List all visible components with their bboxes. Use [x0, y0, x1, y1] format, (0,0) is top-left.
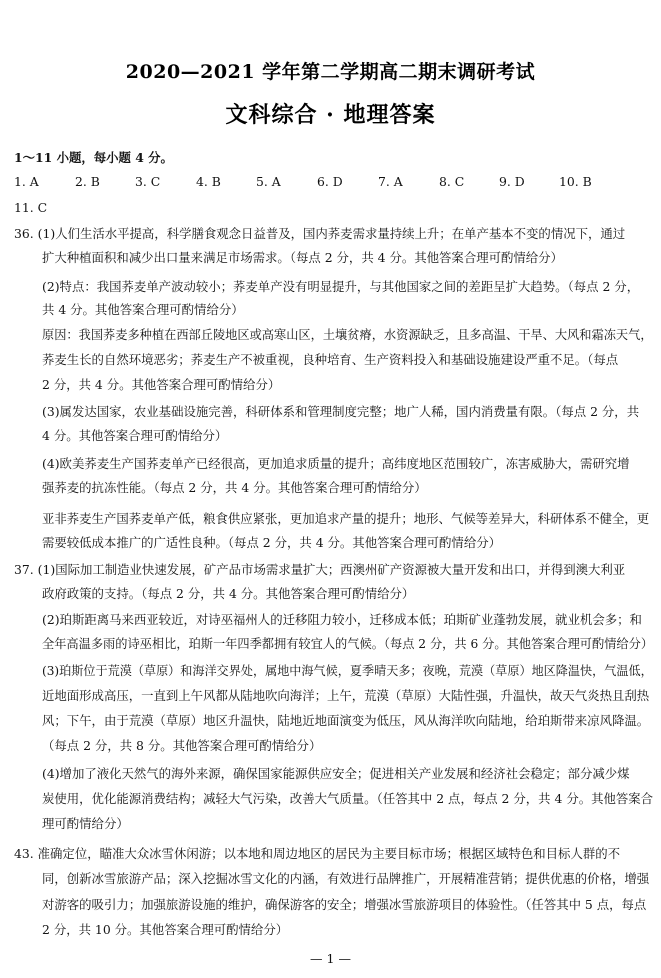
answer-7: 7. A: [378, 174, 403, 189]
answer-11: 11. C: [14, 200, 48, 215]
answer-4: 4. B: [196, 174, 221, 189]
q37-line: (3)珀斯位于荒漠（草原）和海洋交界处，属地中海气候，夏季晴天多；夜晚，荒漠（草原）地区降温快，气温低，: [42, 663, 653, 678]
answer-1: 1. A: [14, 174, 39, 189]
q36-line: (4)欧美荞麦生产国荞麦单产已经很高，更加追求质量的提升；高纬度地区范围较广，冻害威胁大，需研究增: [42, 456, 630, 471]
q37-line: （每点 2 分，共 8 分。其他答案合理可酌情给分）: [42, 738, 322, 753]
q36-line: 2 分，共 4 分。其他答案合理可酌情给分）: [42, 377, 281, 392]
q37-line: 近地面形成高压，一直到上午风都从陆地吹向海洋；上午，荒漠（草原）大陆性强，升温快，故天气炎热且刮热: [42, 688, 650, 703]
q36-line: 强荞麦的抗冻性能。（每点 2 分，共 4 分。其他答案合理可酌情给分）: [42, 480, 427, 495]
q43-line: 2 分，共 10 分。其他答案合理可酌情给分）: [42, 922, 289, 937]
answer-2: 2. B: [75, 174, 100, 189]
q37-line: 政府政策的支持。（每点 2 分，共 4 分。其他答案合理可酌情给分）: [42, 586, 415, 601]
q36-line: 荞麦生长的自然环境恶劣；荞麦生产不被重视，良种培育、生产资料投入和基础设施建设严重不足。（每点: [42, 352, 619, 367]
q36-line: 扩大种植面积和减少出口量来满足市场需求。（每点 2 分，共 4 分。其他答案合理可酌情给分）: [42, 250, 563, 265]
q37-line: (2)珀斯距离马来西亚较近，对诗巫福州人的迁移阻力较小，迁移成本低；珀斯矿业蓬勃发展，就业机会多；和: [42, 612, 642, 627]
q36-line: 原因：我国荞麦多种植在西部丘陵地区或高寒山区，土壤贫瘠，水资源缺乏，且多高温、干旱、大风和霜冻天气，: [42, 327, 653, 342]
answer-3: 3. C: [135, 174, 161, 189]
answer-10: 10. B: [559, 174, 592, 189]
choice-heading: 1～11 小题，每小题 4 分。: [14, 150, 173, 165]
q36-line: 亚非荞麦生产国荞麦单产低，粮食供应紧张，更加追求产量的提升；地形、气候等差异大，科研体系不健全，更: [42, 511, 650, 526]
answer-6: 6. D: [317, 174, 343, 189]
q43-line: 对游客的吸引力；加强旅游设施的维护，确保游客的安全；增强冰雪旅游项目的体验性。（任答其中 5 点，每点: [42, 897, 647, 912]
q36-line: (3)属发达国家，农业基础设施完善，科研体系和管理制度完整；地广人稀，国内消费量有限。（每点 2 分，共: [42, 404, 640, 419]
q36-line: 4 分。其他答案合理可酌情给分）: [42, 428, 228, 443]
q37-line: 全年高温多雨的诗巫相比，珀斯一年四季都拥有较宜人的气候。（每点 2 分，共 6 分。其他答案合理可酌情给分）: [42, 636, 654, 651]
q43-line: 43. 准确定位，瞄准大众冰雪休闲游；以本地和周边地区的居民为主要目标市场；根据区域特色和目标人群的不: [14, 846, 621, 861]
q37-line: (4)增加了液化天然气的海外来源，确保国家能源供应安全；促进相关产业发展和经济社会稳定；部分减少煤: [42, 766, 630, 781]
exam-title: 2020—2021 学年第二学期高二期末调研考试: [125, 61, 536, 83]
exam-subtitle: 文科综合 · 地理答案: [225, 102, 436, 128]
q36-line: (2)特点：我国荞麦单产波动较小；荞麦单产没有明显提升，与其他国家之间的差距呈扩大趋势。（每点 2 分，: [42, 279, 640, 294]
q36-line: 共 4 分。其他答案合理可酌情给分）: [42, 302, 244, 317]
answer-5: 5. A: [256, 174, 281, 189]
q43-line: 同，创新冰雪旅游产品；深入挖掘冰雪文化的内涵，有效进行品牌推广，开展精准营销；提供优惠的价格，增强: [42, 871, 650, 886]
answer-9: 9. D: [499, 174, 525, 189]
q36-line: 需要较低成本推广的广适性良种。（每点 2 分，共 4 分。其他答案合理可酌情给分）: [42, 535, 501, 550]
q37-line: 炭使用，优化能源消费结构；减轻大气污染，改善大气质量。（任答其中 2 点，每点 2 分，共 4 分。其他答案合: [42, 791, 654, 806]
q37-line: 风；下午，由于荒漠（草原）地区升温快，陆地近地面演变为低压，风从海洋吹向陆地，给珀斯带来凉风降温。: [42, 713, 650, 728]
page-number: — 1 —: [310, 951, 351, 966]
q37-line: 理可酌情给分）: [42, 816, 129, 831]
q36-line: 36. (1)人们生活水平提高，科学膳食观念日益普及，国内荞麦需求量持续上升；在单产基本不变的情况下，通过: [14, 226, 626, 241]
answer-8: 8. C: [439, 174, 465, 189]
q37-line: 37. (1)国际加工制造业快速发展，矿产品市场需求量扩大；西澳州矿产资源被大量开发和出口，并得到澳大利亚: [14, 562, 626, 577]
